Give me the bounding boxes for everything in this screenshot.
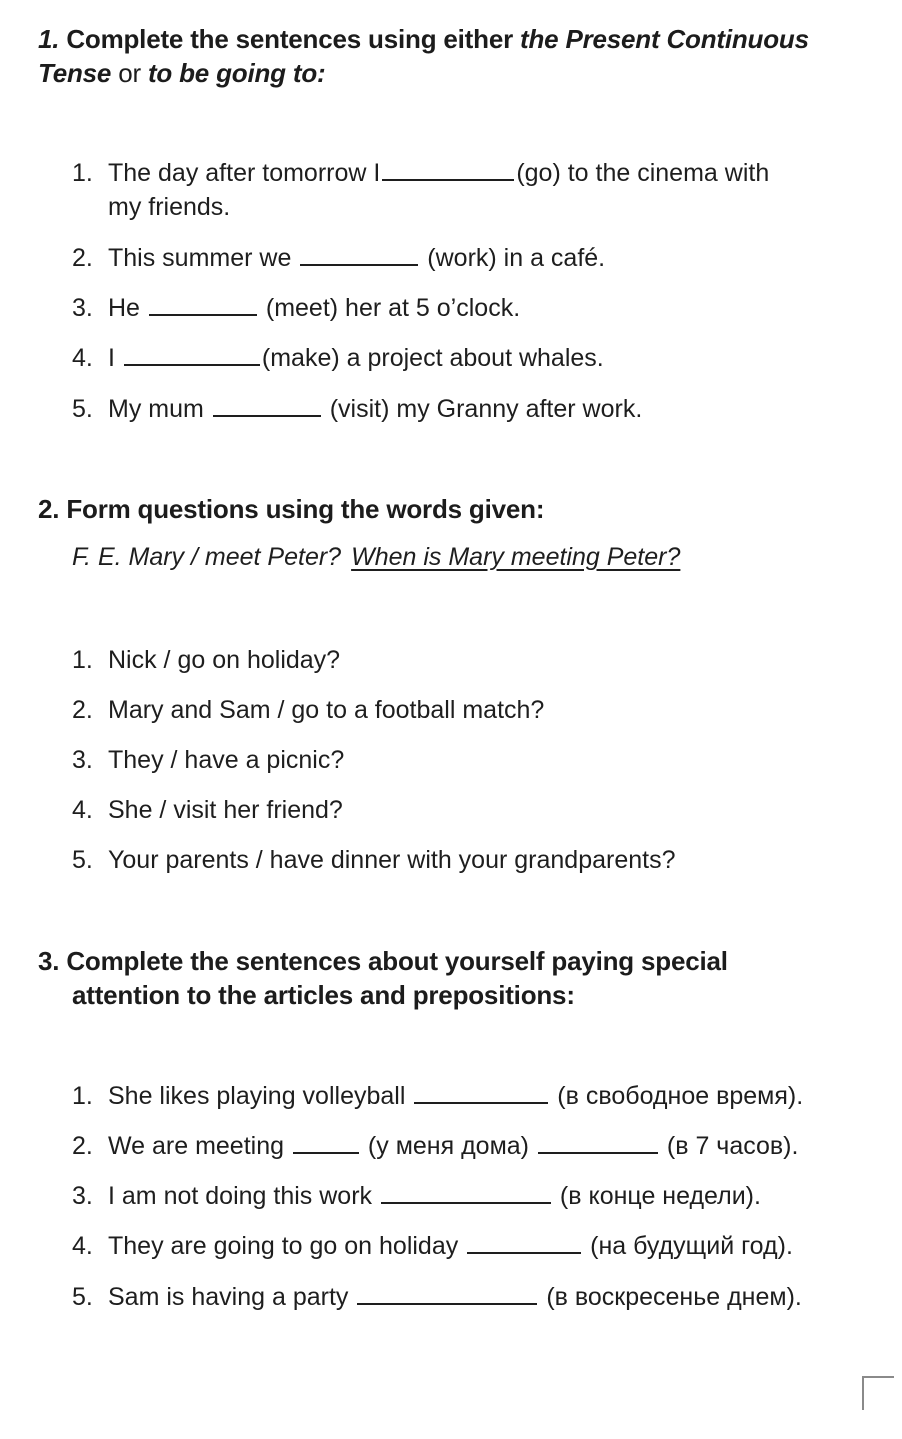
section-1-item-3 (72, 291, 520, 325)
item-text-before: He (108, 294, 140, 322)
item-text-after: (make) a project about whales. (261, 344, 604, 372)
item-number: 4. (72, 344, 93, 372)
item-text-after: (в 7 часов). (666, 1132, 799, 1160)
item-number: 1. (72, 646, 93, 674)
section-1-item-4 (72, 341, 604, 375)
item-text: Your parents / have dinner with your grandparents? (108, 846, 676, 874)
item-number: 3. (72, 1182, 93, 1210)
section-2-example (72, 540, 680, 574)
section-2-item-1 (72, 643, 340, 677)
item-number: 3. (72, 294, 93, 322)
item-text-before: My mum (108, 395, 204, 423)
item-text-after: (work) in a café. (427, 244, 606, 272)
item-text-before: I (108, 344, 115, 372)
item-number: 2. (72, 244, 93, 272)
answer-blank[interactable] (124, 342, 260, 366)
section-3-item-3 (72, 1179, 761, 1213)
section-2-item-3 (72, 743, 344, 777)
example-prompt: F. E. Mary / meet Peter? (72, 543, 342, 571)
section-1-title-em2: to be going to: (147, 58, 326, 88)
item-text: Mary and Sam / go to a football match? (108, 696, 545, 724)
item-number: 5. (72, 1283, 93, 1311)
item-text-after: (go) to the cinema with (516, 159, 770, 187)
answer-blank[interactable] (382, 157, 514, 181)
item-number: 3. (72, 746, 93, 774)
item-number: 2. (72, 696, 93, 724)
item-text-before: Sam is having a party (108, 1283, 349, 1311)
answer-blank[interactable] (381, 1180, 551, 1204)
section-2-item-4 (72, 793, 343, 827)
item-text-before: We are meeting (108, 1132, 285, 1160)
answer-blank[interactable] (149, 292, 257, 316)
item-text: Nick / go on holiday? (108, 646, 341, 674)
item-text: They / have a picnic? (108, 746, 345, 774)
answer-blank[interactable] (213, 393, 321, 417)
section-2-heading (38, 492, 878, 526)
item-text-before: This summer we (108, 244, 292, 272)
section-1-item-5 (72, 392, 642, 426)
answer-blank[interactable] (414, 1080, 548, 1104)
section-3-item-5 (72, 1280, 802, 1314)
item-text-middle: (у меня дома) (367, 1132, 529, 1160)
section-1-item-2 (72, 241, 605, 275)
item-number: 1. (72, 1082, 93, 1110)
item-text-after: (на будущий год). (590, 1232, 793, 1260)
example-answer: When is Mary meeting Peter? (351, 543, 681, 571)
section-1-title-em1: the Present Continuous Tense (38, 24, 809, 88)
section-1-title-a: Complete the sentences using either (66, 24, 521, 54)
item-text-before: They are going to go on holiday (108, 1232, 459, 1260)
section-2-item-2 (72, 693, 544, 727)
page-corner-mark (862, 1376, 894, 1410)
item-number: 4. (72, 1232, 93, 1260)
answer-blank[interactable] (293, 1130, 359, 1154)
item-number: 4. (72, 796, 93, 824)
section-3-number: 3. (38, 946, 60, 976)
section-3-title-line2: attention to the articles and prepositions: (72, 980, 575, 1010)
section-2-title: Form questions using the words given: (66, 494, 545, 524)
section-1-number: 1. (38, 24, 60, 54)
item-number: 1. (72, 159, 93, 187)
item-text-after: (в свободное время). (557, 1082, 804, 1110)
item-text-after: (visit) my Granny after work. (329, 395, 643, 423)
item-text: She / visit her friend? (108, 796, 343, 824)
answer-blank[interactable] (300, 242, 418, 266)
item-text-after: (в воскресенье днем). (546, 1283, 802, 1311)
item-text-before: She likes playing volleyball (108, 1082, 406, 1110)
section-2-item-5 (72, 843, 676, 877)
section-1-heading (38, 22, 878, 90)
item-text-before: The day after tomorrow I (108, 159, 381, 187)
item-text-continuation: my friends. (108, 193, 231, 221)
section-3-item-4 (72, 1229, 793, 1263)
item-text-after: (в конце недели). (559, 1182, 761, 1210)
item-number: 5. (72, 395, 93, 423)
answer-blank[interactable] (357, 1281, 537, 1305)
section-3-item-2 (72, 1129, 798, 1163)
section-3-title-line1: Complete the sentences about yourself paying special (66, 946, 728, 976)
answer-blank[interactable] (467, 1230, 581, 1254)
item-number: 2. (72, 1132, 93, 1160)
section-3-heading (38, 944, 878, 1012)
item-text-after: (meet) her at 5 o’clock. (265, 294, 521, 322)
section-3-item-1 (72, 1079, 803, 1113)
section-2-number: 2. (38, 494, 60, 524)
item-text-before: I am not doing this work (108, 1182, 373, 1210)
section-1-item-1 (72, 156, 862, 224)
answer-blank[interactable] (538, 1130, 658, 1154)
item-number: 5. (72, 846, 93, 874)
section-1-title-b: or (111, 58, 148, 88)
